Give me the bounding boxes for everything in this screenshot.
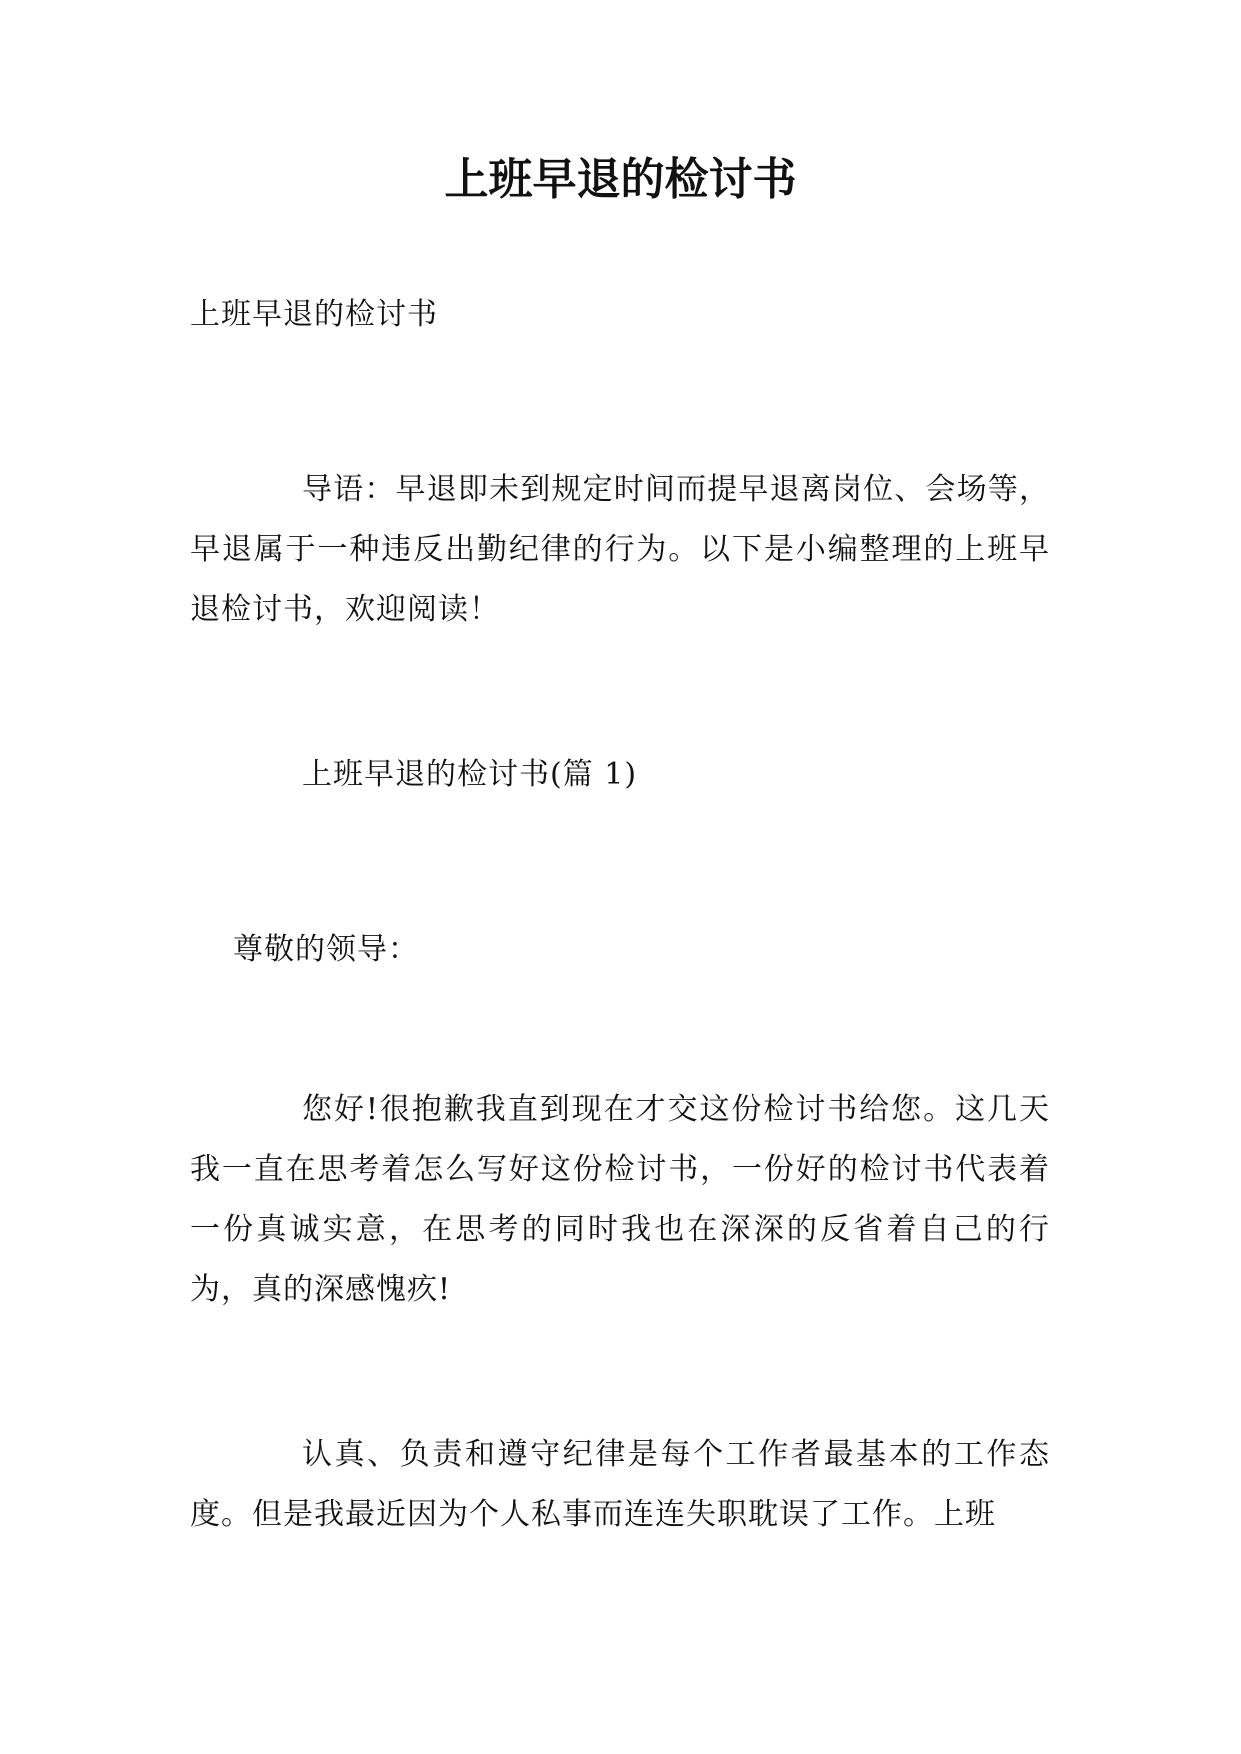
intro-paragraph: 导语：早退即未到规定时间而提早退离岗位、会场等，早退属于一种违反出勤纪律的行为。以下是小编整理的上班早退检讨书，欢迎阅读！ [190, 472, 1050, 627]
body-paragraph: 认真、负责和遵守纪律是每个工作者最基本的工作态度。但是我最近因为个人私事而连连失职耽误了工作。上班 [190, 1437, 1050, 1532]
document-title: 上班早退的检讨书 [444, 154, 797, 205]
document-subtitle: 上班早退的检讨书 [190, 297, 438, 332]
section-heading: 上班早退的检讨书(篇 1) [302, 757, 638, 792]
salutation: 尊敬的领导： [233, 932, 419, 967]
body-paragraph: 您好!很抱歉我直到现在才交这份检讨书给您。这几天我一直在思考着怎么写好这份检讨书，一份好的检讨书代表着一份真诚实意，在思考的同时我也在深深的反省着自己的行为，真的深感愧疚! [190, 1092, 1050, 1307]
